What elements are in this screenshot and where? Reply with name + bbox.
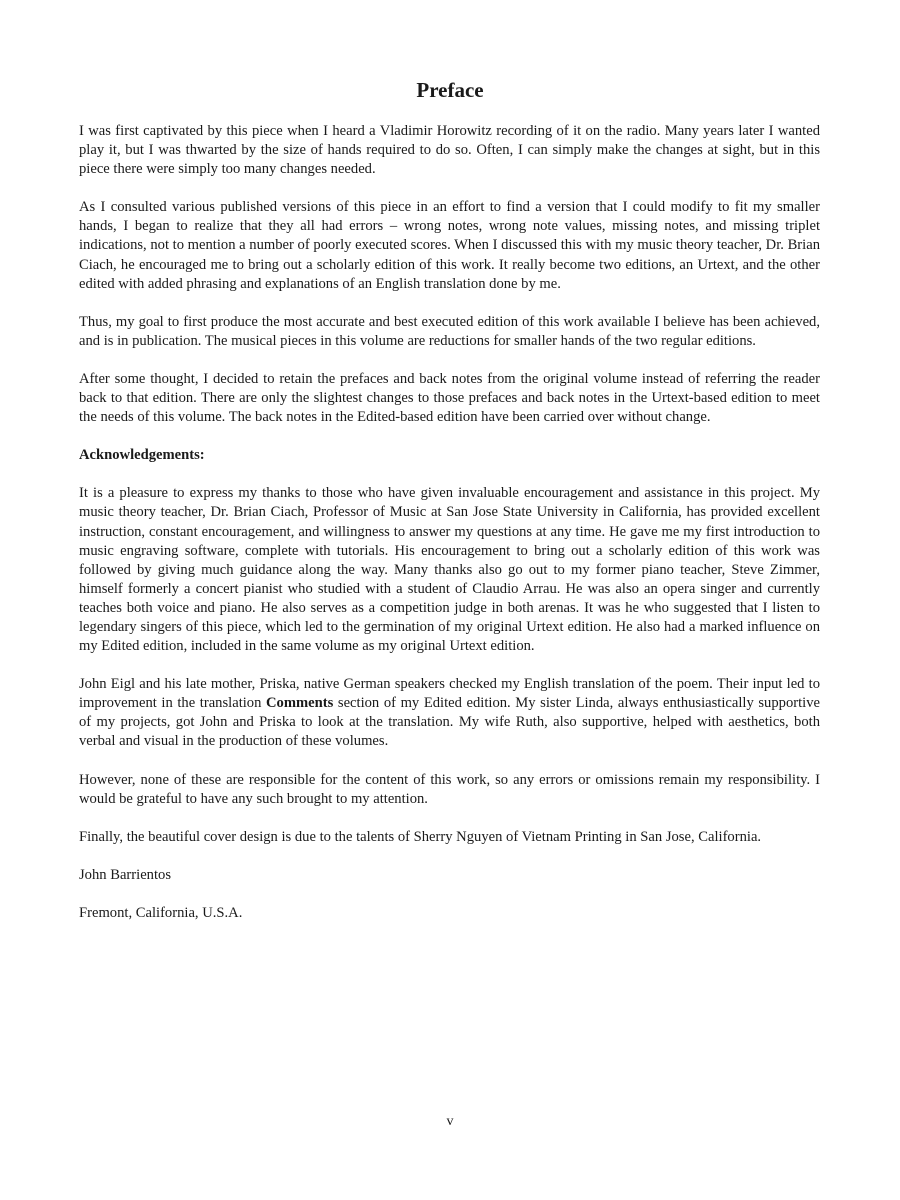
page-title: Preface [416,78,484,102]
acknowledgements-heading: Acknowledgements: [79,447,205,464]
page-number: v [446,1114,454,1129]
paragraph-6-text-before: John Eigl and his late mother, Priska, native German speakers checked my English translation of the poem. Their input led to improvement in the translation [79,676,820,712]
paragraph-4: After some thought, I decided to retain the prefaces and back notes from the original volume instead of referring the reader back to that edition. There are only the slightest changes to those prefaces and back notes in the Urtext-based edition to meet the needs of this volume. The back notes in the Edited-based edition have been carried over without change. [79,370,820,426]
paragraph-1: I was first captivated by this piece when I heard a Vladimir Horowitz recording of it on the radio. Many years later I wanted play it, but I was thwarted by the size of hands required to do so. Often, I can simply make the changes at sight, but in this piece there were simply too many changes needed. [79,123,820,178]
comments-emphasis: Comments [266,695,334,712]
paragraph-5: It is a pleasure to express my thanks to those who have given invaluable encouragement and assistance in this project. My music theory teacher, Dr. Brian Ciach, Professor of Music at San Jose State University in California, has provided excellent instruction, constant encouragement, and willingness to answer my questions at any time. He gave me my first introduction to music engraving software, complete with tutorials. His encouragement to bring out a scholarly edition of this work was followed by giving much guidance along the way. Many thanks also go out to my former piano teacher, Steve Zimmer, himself formerly a concert pianist who studied with a student of Claudio Arrau. He was also an opera singer and currently teaches both voice and piano. He also serves as a competition judge in both arenas. It was he who suggested that I listen to legendary singers of this piece, which led to the germination of my original Urtext edition. He also had a marked influence on my Edited edition, included in the same volume as my original Urtext edition. [79,485,820,655]
signature-location: Fremont, California, U.S.A. [79,904,243,921]
paragraph-6-text-after: section of my Edited edition. My sister Linda, always enthusiastically supportive of my projects, got John and Priska to look at the translation. My wife Ruth, also supportive, helped with aesthetics, both verbal and visual in the production of these volumes. [79,695,820,750]
paragraph-2: As I consulted various published versions of this piece in an effort to find a version that I could modify to fit my smaller hands, I began to realize that they all had errors – wrong notes, wrong note values, missing notes, and missing triplet indications, not to mention a number of poorly executed scores. When I discussed this with my music theory teacher, Dr. Brian Ciach, he encouraged me to bring out a scholarly edition of this work. It really become two editions, an Urtext, and the other edited with added phrasing and explanations of an English translation done by me. [79,199,820,292]
document-body [79,122,820,942]
paragraph-7: However, none of these are responsible for the content of this work, so any errors or omissions remain my responsibility. I would be grateful to have any such brought to my attention. [79,771,820,807]
paragraph-8: Finally, the beautiful cover design is due to the talents of Sherry Nguyen of Vietnam Printing in San Jose, California. [79,828,762,845]
paragraph-6 [79,675,820,751]
paragraph-3: Thus, my goal to first produce the most accurate and best executed edition of this work available I believe has been achieved, and is in publication. The musical pieces in this volume are reductions for smaller hands of the two regular editions. [79,313,820,349]
signature-name: John Barrientos [79,866,172,883]
